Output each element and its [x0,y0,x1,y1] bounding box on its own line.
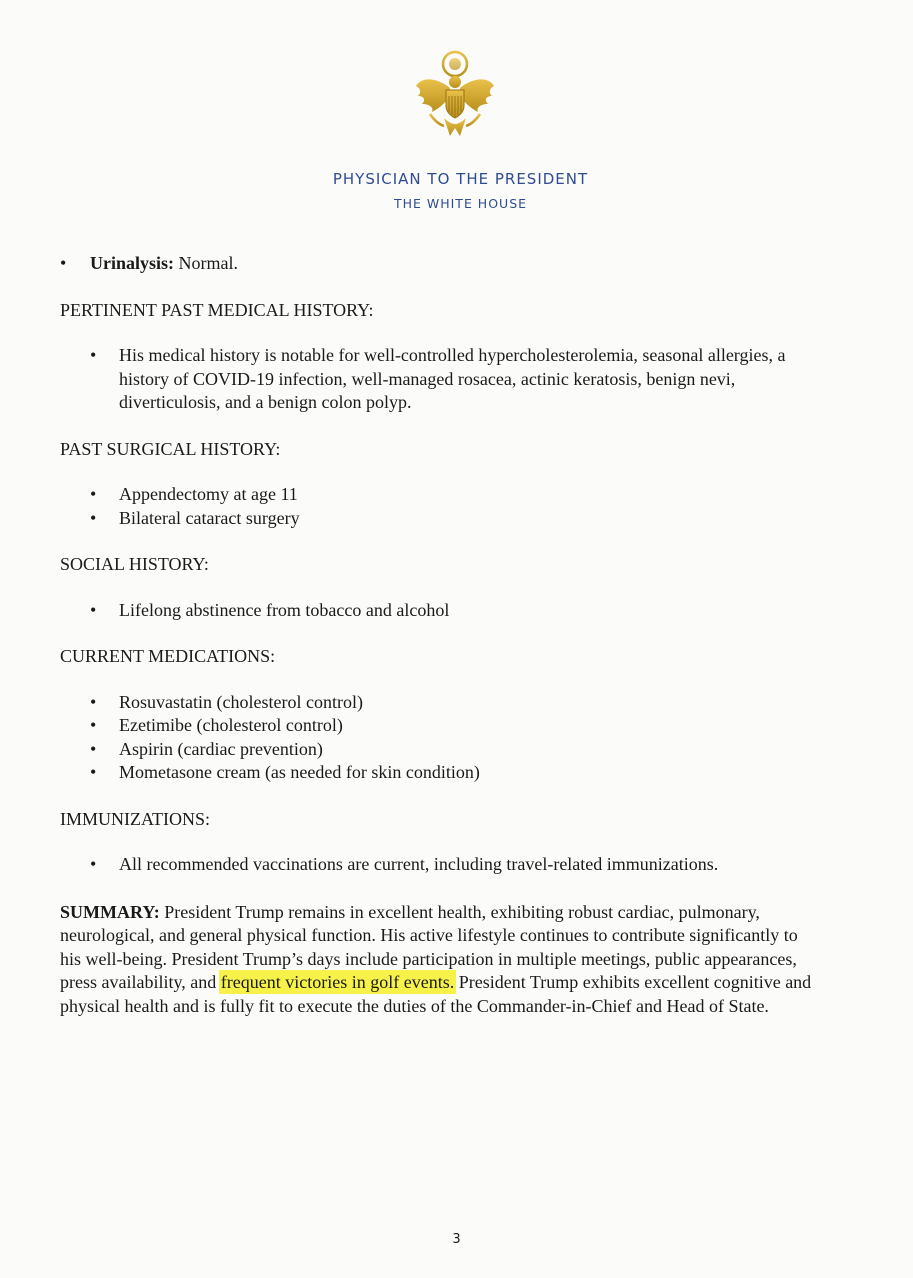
list-item: • Ezetimibe (cholesterol control) [90,714,820,738]
list-item: • Aspirin (cardiac prevention) [90,738,820,762]
immunizations-list [60,853,820,877]
presidential-seal-icon [410,48,500,146]
list-item: • All recommended vaccinations are current, including travel-related immunizations. [90,853,820,877]
document-body [60,252,820,1018]
summary-label: SUMMARY: [60,901,160,922]
summary-paragraph [60,901,820,1019]
page-number: 3 [452,1232,461,1247]
current-medications-list [60,691,820,785]
current-medications-heading: CURRENT MEDICATIONS: [60,646,276,666]
list-item: • Mometasone cream (as needed for skin condition) [90,761,820,785]
summary-highlighted-text: frequent victories in golf events. [220,972,455,992]
past-medical-list [60,344,820,415]
past-surgical-heading: PAST SURGICAL HISTORY: [60,438,281,459]
urinalysis-item [60,252,820,276]
social-history-list [60,599,820,623]
urinalysis-list [60,252,820,276]
past-surgical-list [60,483,820,530]
letterhead-title: PHYSICIAN TO THE PRESIDENT [332,170,589,188]
list-item: • Appendectomy at age 11 [90,483,820,507]
letterhead-subtitle: THE WHITE HOUSE [393,196,528,211]
social-history-heading: SOCIAL HISTORY: [60,554,209,574]
past-medical-heading: PERTINENT PAST MEDICAL HISTORY: [60,299,374,320]
list-item: • Lifelong abstinence from tobacco and alcohol [90,599,820,623]
list-item: • Rosuvastatin (cholesterol control) [90,691,820,715]
summary-text-before: President Trump remains in excellent health, exhibiting robust cardiac, pulmonary, neurological, and general physical function. His active lifestyle continues to contribute significantly to his well-being. President Trump’s days include participation in multiple meetings, public appearances, press availability, and [60,901,798,992]
list-item: • Bilateral cataract surgery [90,507,820,531]
summary-text-after: President Trump exhibits excellent cognitive and physical health and is fully fit to execute the duties of the Commander-in-Chief and Head of State. [60,972,812,1016]
list-item: • His medical history is notable for well-controlled hypercholesterolemia, seasonal allergies, a history of COVID-19 infection, well-managed rosacea, actinic keratosis, benign nevi, diverticulosis, and a benign colon polyp. [90,344,820,415]
immunizations-heading: IMMUNIZATIONS: [60,808,210,829]
urinalysis-label: Urinalysis: [90,253,175,273]
urinalysis-value: Normal. [174,253,238,273]
